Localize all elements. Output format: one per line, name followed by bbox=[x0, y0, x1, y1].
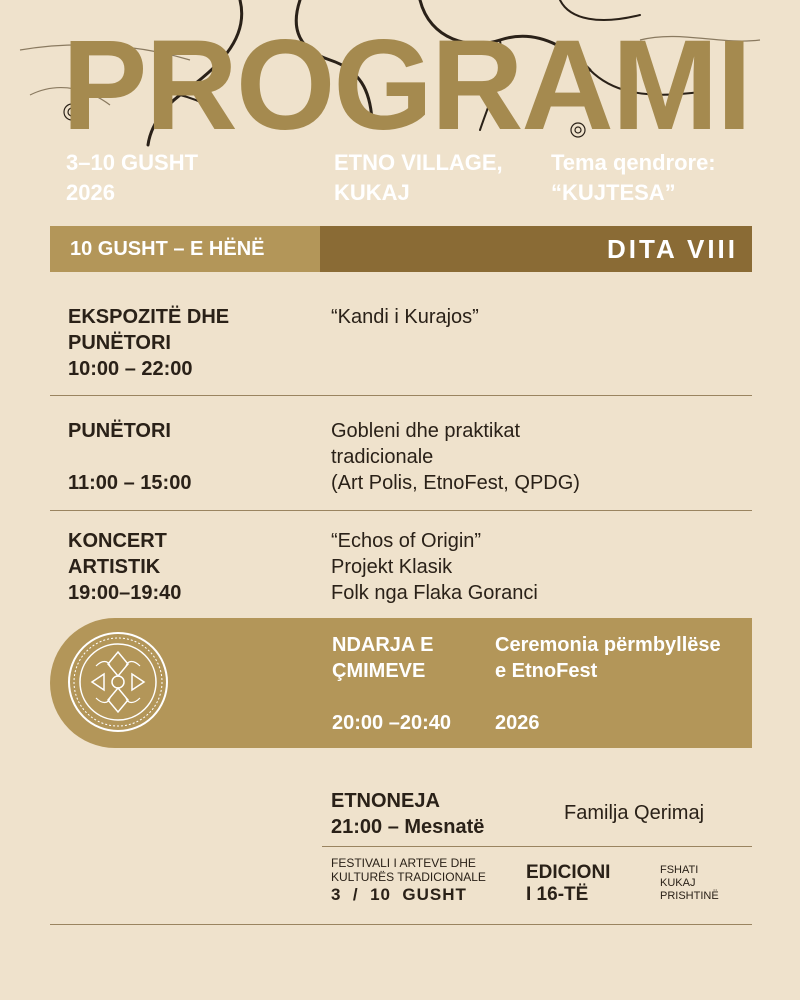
place-line: KUKAJ bbox=[660, 877, 696, 889]
edition-line: EDICIONI bbox=[526, 862, 611, 883]
highlight-label-line: NDARJA E bbox=[332, 634, 434, 656]
row-1-time: 10:00 – 22:00 bbox=[68, 358, 193, 380]
theme-line-2: “KUJTESA” bbox=[551, 180, 676, 205]
schedule-row-3-desc bbox=[331, 528, 538, 606]
highlight-desc-line: e EtnoFest bbox=[495, 660, 598, 682]
seal-emblem-icon bbox=[66, 630, 170, 734]
festival-line: KULTURËS TRADICIONALE bbox=[331, 870, 486, 884]
footer-place bbox=[660, 864, 719, 903]
row-3-desc-line: “Echos of Origin” bbox=[331, 530, 482, 552]
day-date-label: 10 GUSHT – E HËNË bbox=[50, 226, 320, 272]
highlight-year: 2026 bbox=[495, 712, 540, 734]
divider bbox=[50, 395, 752, 396]
place-line: PRISHTINË bbox=[660, 890, 719, 902]
row-2-desc-line: Gobleni dhe praktikat bbox=[331, 420, 521, 442]
schedule-row-3-label bbox=[68, 528, 181, 606]
highlight-desc bbox=[495, 632, 721, 684]
schedule-row-2-desc bbox=[331, 418, 580, 496]
edition-line: I 16-TË bbox=[526, 884, 589, 905]
day-header-band bbox=[50, 226, 752, 272]
row-2-desc-line: (Art Polis, EtnoFest, QPDG) bbox=[331, 472, 580, 494]
row-1-label-line: EKSPOZITË DHE bbox=[68, 306, 230, 328]
schedule-row-1-label bbox=[68, 304, 229, 382]
footer-festival bbox=[331, 856, 486, 906]
dates-line-2: 2026 bbox=[66, 180, 115, 205]
schedule-row-1-desc: “Kandi i Kurajos” bbox=[331, 306, 479, 328]
divider bbox=[322, 846, 752, 847]
theme-line-1: Tema qendrore: bbox=[551, 150, 716, 175]
divider bbox=[50, 510, 752, 511]
closing-time: 21:00 – Mesnatë bbox=[331, 816, 485, 838]
day-number-label: DITA VIII bbox=[320, 226, 752, 272]
dates-line-1: 3–10 GUSHT bbox=[66, 150, 199, 175]
row-3-time: 19:00–19:40 bbox=[68, 582, 182, 604]
venue-line-2: KUKAJ bbox=[334, 180, 410, 205]
event-theme bbox=[551, 148, 716, 208]
closing-title: ETNONEJA bbox=[331, 790, 440, 812]
highlight-label-line: ÇMIMEVE bbox=[332, 660, 426, 682]
row-3-label-line: KONCERT bbox=[68, 530, 167, 552]
row-1-label-line: PUNËTORI bbox=[68, 332, 171, 354]
closing-label bbox=[331, 788, 484, 840]
row-3-desc-line: Folk nga Flaka Goranci bbox=[331, 582, 538, 604]
row-3-desc-line: Projekt Klasik bbox=[331, 556, 453, 578]
divider bbox=[50, 924, 752, 925]
venue-line-1: ETNO VILLAGE, bbox=[334, 150, 503, 175]
highlight-desc-line: Ceremonia përmbyllëse bbox=[495, 634, 721, 656]
event-dates bbox=[66, 148, 198, 208]
closing-desc: Familja Qerimaj bbox=[564, 802, 705, 824]
row-3-label-line: ARTISTIK bbox=[68, 556, 161, 578]
schedule-row-2-time: 11:00 – 15:00 bbox=[68, 472, 192, 494]
event-venue bbox=[334, 148, 503, 208]
page-title: PROGRAMI bbox=[62, 14, 750, 157]
footer-edition bbox=[526, 862, 610, 906]
place-line: FSHATI bbox=[660, 864, 699, 876]
row-2-desc-line: tradicionale bbox=[331, 446, 434, 468]
schedule-row-2-label: PUNËTORI bbox=[68, 420, 171, 442]
footer-dates: 3 / 10 GUSHT bbox=[331, 885, 467, 904]
festival-line: FESTIVALI I ARTEVE DHE bbox=[331, 856, 476, 870]
highlight-label bbox=[332, 632, 434, 684]
highlight-time: 20:00 –20:40 bbox=[332, 712, 451, 734]
